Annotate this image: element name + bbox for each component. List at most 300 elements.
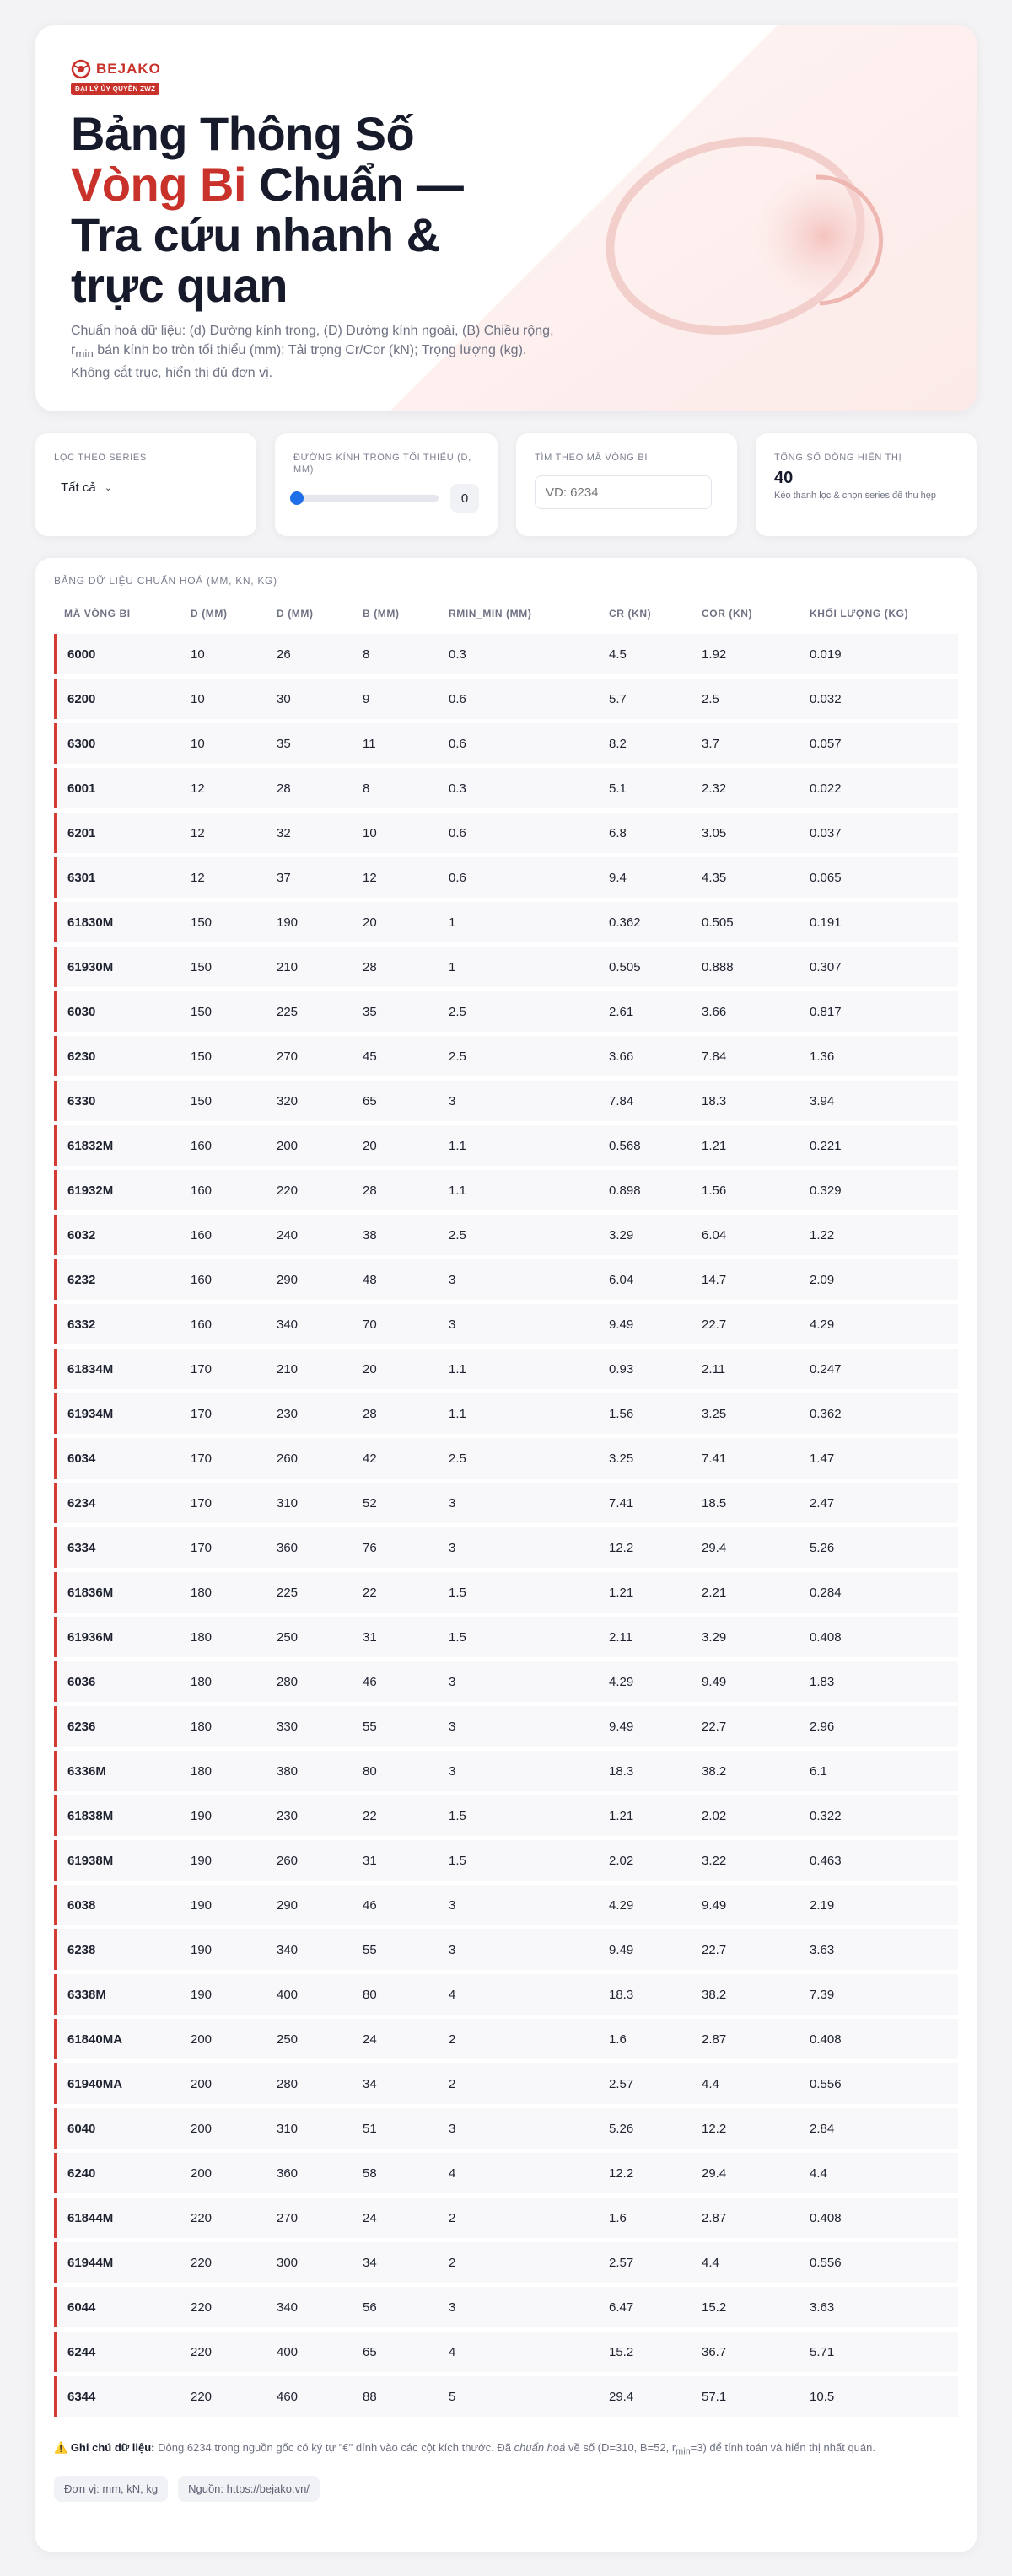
- table-cell: 180: [180, 1661, 266, 1702]
- table-cell: 1.5: [439, 1840, 599, 1881]
- table-row[interactable]: [54, 1617, 958, 1657]
- table-cell: 1: [439, 947, 599, 987]
- bearing-table: [54, 593, 958, 2421]
- table-cell: 200: [180, 2063, 266, 2104]
- table-cell: 2.87: [692, 2198, 799, 2238]
- table-cell: 29.4: [599, 2376, 692, 2417]
- table-cell: 170: [180, 1527, 266, 1568]
- table-cell: 180: [180, 1706, 266, 1747]
- bearing-code-cell: 6344: [54, 2376, 180, 2417]
- table-cell: 48: [353, 1259, 439, 1300]
- table-cell: 3: [439, 2108, 599, 2149]
- table-cell: 160: [180, 1259, 266, 1300]
- table-cell: 12.2: [599, 2153, 692, 2193]
- table-cell: 31: [353, 1840, 439, 1881]
- table-cell: 190: [266, 902, 353, 942]
- table-cell: 10: [180, 679, 266, 719]
- table-row[interactable]: [54, 2153, 958, 2193]
- table-cell: 7.84: [599, 1081, 692, 1121]
- bearing-code-cell: 6232: [54, 1259, 180, 1300]
- table-cell: 0.6: [439, 813, 599, 853]
- table-cell: 180: [180, 1751, 266, 1791]
- table-cell: 5.7: [599, 679, 692, 719]
- table-cell: 220: [180, 2198, 266, 2238]
- col-header[interactable]: B (MM): [363, 608, 400, 620]
- table-cell: 3.29: [692, 1617, 799, 1657]
- title-line1: Bảng Thông Số: [71, 107, 415, 160]
- table-cell: 0.408: [799, 1617, 958, 1657]
- table-row[interactable]: [54, 902, 958, 942]
- table-cell: 170: [180, 1393, 266, 1434]
- table-cell: 160: [180, 1170, 266, 1210]
- bearing-code-cell: 6236: [54, 1706, 180, 1747]
- table-row[interactable]: [54, 1751, 958, 1791]
- table-cell: 2.32: [692, 768, 799, 808]
- table-row[interactable]: [54, 634, 958, 674]
- table-cell: 20: [353, 1349, 439, 1389]
- table-cell: 15.2: [692, 2287, 799, 2327]
- min-diameter-slider[interactable]: [293, 495, 439, 502]
- table-cell: 4.29: [799, 1304, 958, 1344]
- table-cell: 2.84: [799, 2108, 958, 2149]
- col-header[interactable]: COR (KN): [702, 608, 753, 620]
- table-cell: 4.29: [599, 1661, 692, 1702]
- table-cell: 34: [353, 2063, 439, 2104]
- table-row[interactable]: [54, 1527, 958, 1568]
- table-cell: 150: [180, 991, 266, 1032]
- table-cell: 260: [266, 1840, 353, 1881]
- table-cell: 2.5: [439, 1438, 599, 1479]
- table-row[interactable]: [54, 679, 958, 719]
- row-count-card: [756, 433, 977, 536]
- chevron-down-icon: ⌄: [104, 483, 112, 493]
- bearing-code-cell: 6044: [54, 2287, 180, 2327]
- table-cell: 29.4: [692, 1527, 799, 1568]
- table-cell: 15.2: [599, 2332, 692, 2372]
- table-cell: 29.4: [692, 2153, 799, 2193]
- table-cell: 150: [180, 1036, 266, 1076]
- table-row[interactable]: [54, 1929, 958, 1970]
- table-cell: 3.25: [599, 1438, 692, 1479]
- table-cell: 18.5: [692, 1483, 799, 1523]
- table-cell: 10: [180, 723, 266, 764]
- table-cell: 38.2: [692, 1751, 799, 1791]
- table-cell: 42: [353, 1438, 439, 1479]
- table-cell: 28: [353, 1393, 439, 1434]
- bearing-code-cell: 6300: [54, 723, 180, 764]
- table-cell: 2.96: [799, 1706, 958, 1747]
- bearing-code-cell: 6038: [54, 1885, 180, 1925]
- table-cell: 1.1: [439, 1170, 599, 1210]
- table-cell: 70: [353, 1304, 439, 1344]
- table-row[interactable]: [54, 1393, 958, 1434]
- bearing-code-cell: 61838M: [54, 1795, 180, 1836]
- slider-thumb[interactable]: [290, 491, 304, 505]
- table-cell: 10: [353, 813, 439, 853]
- note-text: Dòng 6234 trong nguồn gốc có ký tự "€" dính vào các cột kích thước. Đã: [154, 2441, 514, 2454]
- table-row[interactable]: [54, 2019, 958, 2059]
- table-cell: 280: [266, 2063, 353, 2104]
- table-row[interactable]: [54, 1572, 958, 1613]
- table-row[interactable]: [54, 1661, 958, 1702]
- table-cell: 4.4: [692, 2242, 799, 2283]
- table-cell: 160: [180, 1125, 266, 1166]
- bearing-code-cell: 61832M: [54, 1125, 180, 1166]
- bearing-code-cell: 6200: [54, 679, 180, 719]
- table-cell: 3.94: [799, 1081, 958, 1121]
- table-cell: 460: [266, 2376, 353, 2417]
- table-row[interactable]: [54, 1170, 958, 1210]
- table-row[interactable]: [54, 1706, 958, 1747]
- table-cell: 0.6: [439, 723, 599, 764]
- data-table-card: [35, 558, 977, 2552]
- table-cell: 3: [439, 2287, 599, 2327]
- table-cell: 22.7: [692, 1929, 799, 1970]
- table-cell: 12: [180, 813, 266, 853]
- table-cell: 210: [266, 947, 353, 987]
- table-cell: 2.5: [692, 679, 799, 719]
- table-cell: 3: [439, 1304, 599, 1344]
- table-cell: 4.29: [599, 1885, 692, 1925]
- table-row[interactable]: [54, 2108, 958, 2149]
- table-cell: 270: [266, 1036, 353, 1076]
- table-cell: 1.5: [439, 1572, 599, 1613]
- table-cell: 4: [439, 1974, 599, 2015]
- table-cell: 52: [353, 1483, 439, 1523]
- table-row[interactable]: [54, 1081, 958, 1121]
- table-cell: 37: [266, 857, 353, 898]
- table-cell: 28: [353, 947, 439, 987]
- bearing-code-cell: 61830M: [54, 902, 180, 942]
- table-cell: 0.505: [692, 902, 799, 942]
- table-row[interactable]: [54, 1795, 958, 1836]
- table-cell: 380: [266, 1751, 353, 1791]
- table-cell: 1.92: [692, 634, 799, 674]
- min-diameter-value: 0: [450, 484, 479, 513]
- table-cell: 51: [353, 2108, 439, 2149]
- search-input[interactable]: [535, 475, 712, 509]
- table-cell: 2.11: [692, 1349, 799, 1389]
- table-cell: 1.36: [799, 1036, 958, 1076]
- table-row[interactable]: [54, 2198, 958, 2238]
- bearing-code-cell: 6240: [54, 2153, 180, 2193]
- bearing-code-cell: 61834M: [54, 1349, 180, 1389]
- table-row[interactable]: [54, 2287, 958, 2327]
- table-cell: 12: [353, 857, 439, 898]
- table-cell: 2.57: [599, 2063, 692, 2104]
- table-cell: 6.04: [599, 1259, 692, 1300]
- col-header[interactable]: D (MM): [191, 608, 228, 620]
- table-cell: 1.56: [692, 1170, 799, 1210]
- table-cell: 0.93: [599, 1349, 692, 1389]
- table-row[interactable]: [54, 947, 958, 987]
- bearing-code-cell: 6234: [54, 1483, 180, 1523]
- table-cell: 32: [266, 813, 353, 853]
- table-cell: 12.2: [599, 1527, 692, 1568]
- table-row[interactable]: [54, 813, 958, 853]
- table-cell: 2.57: [599, 2242, 692, 2283]
- table-row[interactable]: [54, 991, 958, 1032]
- table-cell: 150: [180, 1081, 266, 1121]
- data-note: [54, 2441, 958, 2457]
- bearing-code-cell: 6001: [54, 768, 180, 808]
- table-cell: 14.7: [692, 1259, 799, 1300]
- table-cell: 22: [353, 1572, 439, 1613]
- table-cell: 0.408: [799, 2019, 958, 2059]
- table-cell: 250: [266, 1617, 353, 1657]
- table-cell: 1.22: [799, 1215, 958, 1255]
- table-cell: 6.8: [599, 813, 692, 853]
- table-cell: 1.83: [799, 1661, 958, 1702]
- col-header[interactable]: KHỐI LƯỢNG (KG): [810, 608, 909, 620]
- table-cell: 190: [180, 1795, 266, 1836]
- table-cell: 1.6: [599, 2019, 692, 2059]
- table-cell: 1.1: [439, 1349, 599, 1389]
- table-row[interactable]: [54, 2242, 958, 2283]
- table-cell: 1.21: [692, 1125, 799, 1166]
- table-cell: 2: [439, 2063, 599, 2104]
- table-cell: 2.02: [692, 1795, 799, 1836]
- table-row[interactable]: [54, 2063, 958, 2104]
- bearing-code-cell: 6000: [54, 634, 180, 674]
- table-cell: 45: [353, 1036, 439, 1076]
- col-header[interactable]: MÃ VÒNG BI: [64, 608, 131, 620]
- row-count-hint: Kéo thanh lọc & chọn series để thu hẹp: [774, 491, 937, 501]
- table-cell: 0.221: [799, 1125, 958, 1166]
- table-cell: 2.19: [799, 1885, 958, 1925]
- bearing-code-cell: 6238: [54, 1929, 180, 1970]
- table-cell: 3: [439, 1527, 599, 1568]
- table-row[interactable]: [54, 1483, 958, 1523]
- table-row[interactable]: [54, 2332, 958, 2372]
- table-cell: 38: [353, 1215, 439, 1255]
- table-cell: 0.019: [799, 634, 958, 674]
- table-cell: 3: [439, 1081, 599, 1121]
- table-cell: 310: [266, 1483, 353, 1523]
- table-row[interactable]: [54, 857, 958, 898]
- table-row[interactable]: [54, 1438, 958, 1479]
- bearing-code-cell: 6230: [54, 1036, 180, 1076]
- table-cell: 170: [180, 1438, 266, 1479]
- bearing-code-cell: 6201: [54, 813, 180, 853]
- table-cell: 0.888: [692, 947, 799, 987]
- series-filter-label: LỌC THEO SERIES: [54, 453, 147, 463]
- table-cell: 18.3: [692, 1081, 799, 1121]
- table-cell: 0.057: [799, 723, 958, 764]
- hero-subtitle: [71, 321, 568, 383]
- table-cell: 340: [266, 1929, 353, 1970]
- table-cell: 3: [439, 1661, 599, 1702]
- table-cell: 65: [353, 2332, 439, 2372]
- table-cell: 24: [353, 2198, 439, 2238]
- table-row[interactable]: [54, 1215, 958, 1255]
- table-cell: 225: [266, 991, 353, 1032]
- table-cell: 3.29: [599, 1215, 692, 1255]
- table-header-row: [54, 598, 958, 630]
- note-sub: min: [676, 2446, 691, 2457]
- table-cell: 9.49: [692, 1885, 799, 1925]
- subtitle-text-2: bán kính bo tròn tối thiểu (mm); Tải trọng Cr/Cor (kN); Trọng lượng (kg). Không cắt trục, hiển thị đủ đơn vị.: [71, 343, 527, 381]
- table-row[interactable]: [54, 1349, 958, 1389]
- table-row[interactable]: [54, 1304, 958, 1344]
- source-link[interactable]: Nguồn: https://bejako.vn/: [178, 2476, 320, 2502]
- bearing-code-cell: 61934M: [54, 1393, 180, 1434]
- table-cell: 200: [266, 1125, 353, 1166]
- table-cell: 0.556: [799, 2242, 958, 2283]
- table-cell: 225: [266, 1572, 353, 1613]
- table-cell: 360: [266, 1527, 353, 1568]
- series-filter-card: [35, 433, 256, 536]
- table-cell: 57.1: [692, 2376, 799, 2417]
- table-cell: 22.7: [692, 1706, 799, 1747]
- table-cell: 1.56: [599, 1393, 692, 1434]
- bearing-code-cell: 61840MA: [54, 2019, 180, 2059]
- table-cell: 5.71: [799, 2332, 958, 2372]
- table-cell: 230: [266, 1393, 353, 1434]
- bearing-code-cell: 6244: [54, 2332, 180, 2372]
- table-cell: 280: [266, 1661, 353, 1702]
- table-cell: 1.21: [599, 1795, 692, 1836]
- table-cell: 2.61: [599, 991, 692, 1032]
- bearing-code-cell: 6334: [54, 1527, 180, 1568]
- table-cell: 2: [439, 2019, 599, 2059]
- table-row[interactable]: [54, 1036, 958, 1076]
- table-cell: 2: [439, 2198, 599, 2238]
- table-cell: 2.09: [799, 1259, 958, 1300]
- search-label: TÌM THEO MÃ VÒNG BI: [535, 453, 649, 463]
- table-row[interactable]: [54, 1974, 958, 2015]
- table-row[interactable]: [54, 1125, 958, 1166]
- table-cell: 3: [439, 1751, 599, 1791]
- table-cell: 1: [439, 902, 599, 942]
- table-cell: 290: [266, 1259, 353, 1300]
- table-caption: BẢNG DỮ LIỆU CHUẨN HOÁ (MM, KN, KG): [54, 575, 277, 587]
- table-cell: 8.2: [599, 723, 692, 764]
- table-cell: 2.5: [439, 1036, 599, 1076]
- table-cell: 2.87: [692, 2019, 799, 2059]
- table-cell: 30: [266, 679, 353, 719]
- table-cell: 9.49: [599, 1304, 692, 1344]
- bearing-code-cell: 61844M: [54, 2198, 180, 2238]
- table-cell: 0.191: [799, 902, 958, 942]
- table-cell: 400: [266, 1974, 353, 2015]
- table-cell: 4: [439, 2332, 599, 2372]
- table-cell: 0.032: [799, 679, 958, 719]
- table-cell: 1.5: [439, 1795, 599, 1836]
- table-cell: 150: [180, 902, 266, 942]
- brand-name: BEJAKO: [96, 61, 161, 77]
- table-cell: 0.408: [799, 2198, 958, 2238]
- warning-icon: ⚠️: [54, 2441, 68, 2454]
- table-cell: 200: [180, 2108, 266, 2149]
- table-cell: 4.35: [692, 857, 799, 898]
- table-cell: 180: [180, 1572, 266, 1613]
- table-cell: 28: [353, 1170, 439, 1210]
- table-cell: 240: [266, 1215, 353, 1255]
- col-header[interactable]: D (MM): [277, 608, 314, 620]
- table-cell: 330: [266, 1706, 353, 1747]
- table-cell: 5.26: [799, 1527, 958, 1568]
- table-cell: 28: [266, 768, 353, 808]
- table-cell: 12.2: [692, 2108, 799, 2149]
- table-row[interactable]: [54, 1840, 958, 1881]
- table-cell: 4.4: [692, 2063, 799, 2104]
- table-cell: 26: [266, 634, 353, 674]
- table-cell: 10.5: [799, 2376, 958, 2417]
- table-cell: 9.49: [599, 1706, 692, 1747]
- subtitle-text: Chuẩn hoá dữ liệu: (d) Đường kính trong, (D) Đường kính ngoài, (B) Chiều rộng, r: [71, 324, 554, 357]
- table-cell: 8: [353, 768, 439, 808]
- brand-badge: ĐẠI LÝ ỦY QUYỀN ZWZ: [71, 83, 159, 95]
- table-cell: 2.02: [599, 1840, 692, 1881]
- table-cell: 6.04: [692, 1215, 799, 1255]
- bearing-code-cell: 6330: [54, 1081, 180, 1121]
- bearing-code-cell: 61932M: [54, 1170, 180, 1210]
- table-cell: 46: [353, 1885, 439, 1925]
- table-cell: 2.47: [799, 1483, 958, 1523]
- table-cell: 160: [180, 1304, 266, 1344]
- hero-card: [35, 25, 977, 411]
- table-cell: 0.463: [799, 1840, 958, 1881]
- table-cell: 55: [353, 1706, 439, 1747]
- table-cell: 0.505: [599, 947, 692, 987]
- table-cell: 170: [180, 1349, 266, 1389]
- table-cell: 0.6: [439, 679, 599, 719]
- table-cell: 0.3: [439, 768, 599, 808]
- table-cell: 80: [353, 1751, 439, 1791]
- table-cell: 190: [180, 1840, 266, 1881]
- table-cell: 0.322: [799, 1795, 958, 1836]
- table-row[interactable]: [54, 2376, 958, 2417]
- table-cell: 20: [353, 902, 439, 942]
- table-cell: 2.21: [692, 1572, 799, 1613]
- table-row[interactable]: [54, 1885, 958, 1925]
- table-cell: 7.41: [599, 1483, 692, 1523]
- table-row[interactable]: [54, 1259, 958, 1300]
- filter-bar: [35, 433, 977, 536]
- units-chip: Đơn vị: mm, kN, kg: [54, 2476, 168, 2502]
- table-cell: 3: [439, 1885, 599, 1925]
- note-text-2: về số (D=310, B=52, r: [565, 2441, 676, 2454]
- table-cell: 3: [439, 1259, 599, 1300]
- brand[interactable]: [71, 59, 943, 79]
- row-count-value: 40: [774, 469, 794, 487]
- table-cell: 22.7: [692, 1304, 799, 1344]
- table-cell: 1.47: [799, 1438, 958, 1479]
- series-select[interactable]: [54, 475, 119, 500]
- table-cell: 9: [353, 679, 439, 719]
- table-cell: 210: [266, 1349, 353, 1389]
- table-cell: 58: [353, 2153, 439, 2193]
- note-italic: chuẩn hoá: [514, 2441, 566, 2454]
- table-row[interactable]: [54, 723, 958, 764]
- subtitle-sub: min: [75, 347, 94, 361]
- table-cell: 190: [180, 1929, 266, 1970]
- series-select-value: Tất cả: [61, 480, 96, 495]
- col-header[interactable]: CR (KN): [609, 608, 652, 620]
- table-cell: 6.1: [799, 1751, 958, 1791]
- table-row[interactable]: [54, 768, 958, 808]
- table-cell: 310: [266, 2108, 353, 2149]
- col-header[interactable]: RMIN_MIN (MM): [449, 608, 532, 620]
- note-label: Ghi chú dữ liệu:: [70, 2441, 155, 2454]
- table-cell: 230: [266, 1795, 353, 1836]
- table-cell: 5.26: [599, 2108, 692, 2149]
- table-cell: 160: [180, 1215, 266, 1255]
- table-cell: 0.037: [799, 813, 958, 853]
- table-cell: 290: [266, 1885, 353, 1925]
- bearing-code-cell: 6301: [54, 857, 180, 898]
